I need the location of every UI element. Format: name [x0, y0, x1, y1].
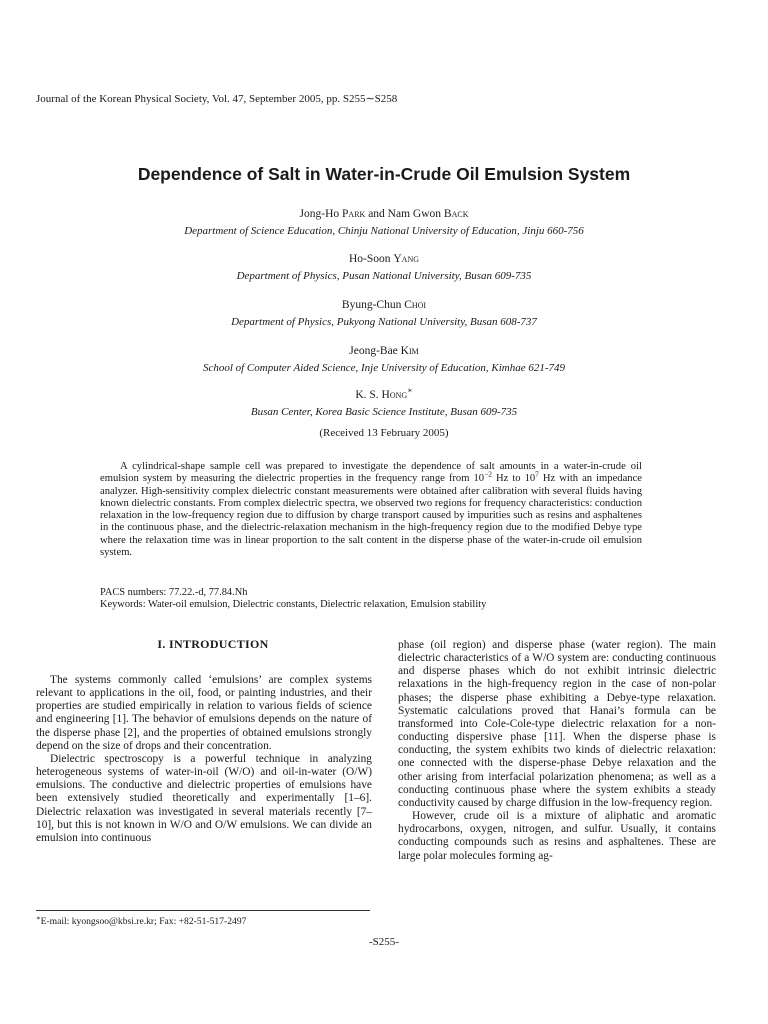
author-block-4	[0, 342, 768, 376]
journal-citation: Journal of the Korean Physical Society, Vol. 47, September 2005, pp. S255∼S258	[36, 93, 398, 105]
left-column	[36, 674, 372, 845]
author-names-1: Jong-Ho Park and Nam Gwon Back	[299, 208, 469, 220]
pacs-keywords	[100, 587, 486, 611]
author-name-3: Byung-Chun Choi	[341, 299, 427, 311]
footnote-divider	[36, 910, 370, 911]
author-affiliation-4: School of Computer Aided Science, Inje University of Education, Kimhae 621-749	[202, 362, 566, 374]
author-block-3	[0, 296, 768, 330]
section-heading: I. INTRODUCTION	[157, 637, 269, 651]
corresponding-author-mark: ∗	[407, 386, 413, 396]
author-name-2: Ho-Soon Yang	[348, 253, 420, 265]
author-block-5	[0, 386, 768, 420]
exponent: 7	[535, 469, 539, 479]
page-number: -S255-	[369, 936, 399, 948]
author-block-2	[0, 250, 768, 284]
author-name-4: Jeong-Bae Kim	[349, 345, 419, 357]
author-affiliation-3: Department of Physics, Pukyong National University, Busan 608-737	[231, 316, 537, 328]
keywords: Keywords: Water-oil emulsion, Dielectric constants, Dielectric relaxation, Emulsion stability	[100, 599, 487, 610]
footnote: ∗E-mail: kyongsoo@kbsi.re.kr; Fax: +82-51-517-2497	[36, 914, 247, 927]
author-affiliation-1: Department of Science Education, Chinju National University of Education, Jinju 660-756	[184, 225, 584, 237]
exponent: −2	[484, 469, 492, 479]
author-affiliation-2: Department of Physics, Pusan National University, Busan 609-735	[236, 270, 532, 282]
paper-title: Dependence of Salt in Water-in-Crude Oil Emulsion System	[137, 164, 631, 184]
paragraph: phase (oil region) and disperse phase (water region). The main dielectric characteristics of a W/O system are: conducting continuous and disperse phases which do not exhibit intrinsic dielectric relaxations in the high-frequency region in the case of non-polar phases; the disperse phase exhibiting a Debye-type relaxation. Systematic calculations proved that Hanai’s formula can be transformed into Cole-Cole-type dielectric relaxation for a non-conducting dispersive phase [11]. When the disperse phase is conducting, the system exhibits two kinds of dielectric relaxation: one connected with the disperse-phase Debye relaxation and the other arising from interfacial polarization phenomena; as well as a conducting continuous phase where the system exhibits a steady conductivity caused by charge diffusion in the low-frequency region.	[398, 639, 716, 809]
author-surname: Hong	[381, 389, 408, 401]
received-date: (Received 13 February 2005)	[319, 427, 449, 439]
author-block-1	[0, 205, 768, 239]
paragraph: Dielectric spectroscopy is a powerful technique in analyzing heterogeneous systems of water-in-oil (W/O) and oil-in-water (O/W) emulsions. The conductive and dielectric properties of emulsions have been extensively studied theoretically and experimentally [1–6]. Dielectric relaxation was investigated in several materials recently [7–10], but this is not known in W/O and O/W emulsions. We can divide an emulsion into continuous	[36, 752, 372, 844]
author-surname: Back	[443, 208, 469, 220]
right-column	[398, 639, 716, 863]
abstract: A cylindrical-shape sample cell was prepared to investigate the dependence of salt amounts in a water-in-crude oil emulsion system by measuring the dielectric properties in the frequency range from $10^{-2}$ Hz to $10^7$ Hz with an impedance analyzer. High-sensitivity complex dielectric constant measurements were obtained after calibration with several fluids having known dielectric constants. From complex dielectric spectra, we observed two regions for frequency characteristics: conduction relaxation in the low-frequency region due to diffusion by charge transport caused by impurities such as resins and asphaltenes in the continuous phase, and the dielectric-relaxation mechanism in the high-frequency region due to the modified Debye type where the relaxation time was in linear proportion to the salt content in the disperse phase of the water-in-crude oil emulsion system.	[100, 461, 642, 559]
author-surname: Choi	[404, 299, 427, 311]
paragraph: The systems commonly called ‘emulsions’ are complex systems relevant to applications in the oil, food, or painting industries, and their properties are studied empirically in relation to various fields of science and engineering [1]. The behavior of emulsions depends on the nature of the disperse phase [2], and the properties of obtained emulsions strongly depend on the size of drops and their concentration.	[36, 674, 372, 752]
author-surname: Park	[342, 208, 366, 220]
footnote-mark: ∗	[36, 914, 41, 922]
author-surname: Yang	[393, 253, 420, 265]
author-surname: Kim	[400, 345, 419, 357]
author-affiliation-5: Busan Center, Korea Basic Science Institute, Busan 609-735	[250, 406, 518, 418]
author-name-5: K. S. Hong∗	[355, 386, 413, 401]
paragraph: However, crude oil is a mixture of aliphatic and aromatic hydrocarbons, oxygen, nitrogen, and sulfur. Usually, it contains conducting compounds such as resins and asphaltenes. These are large polar molecules forming ag-	[398, 810, 716, 862]
pacs-numbers: PACS numbers: 77.22.-d, 77.84.Nh	[100, 587, 248, 598]
